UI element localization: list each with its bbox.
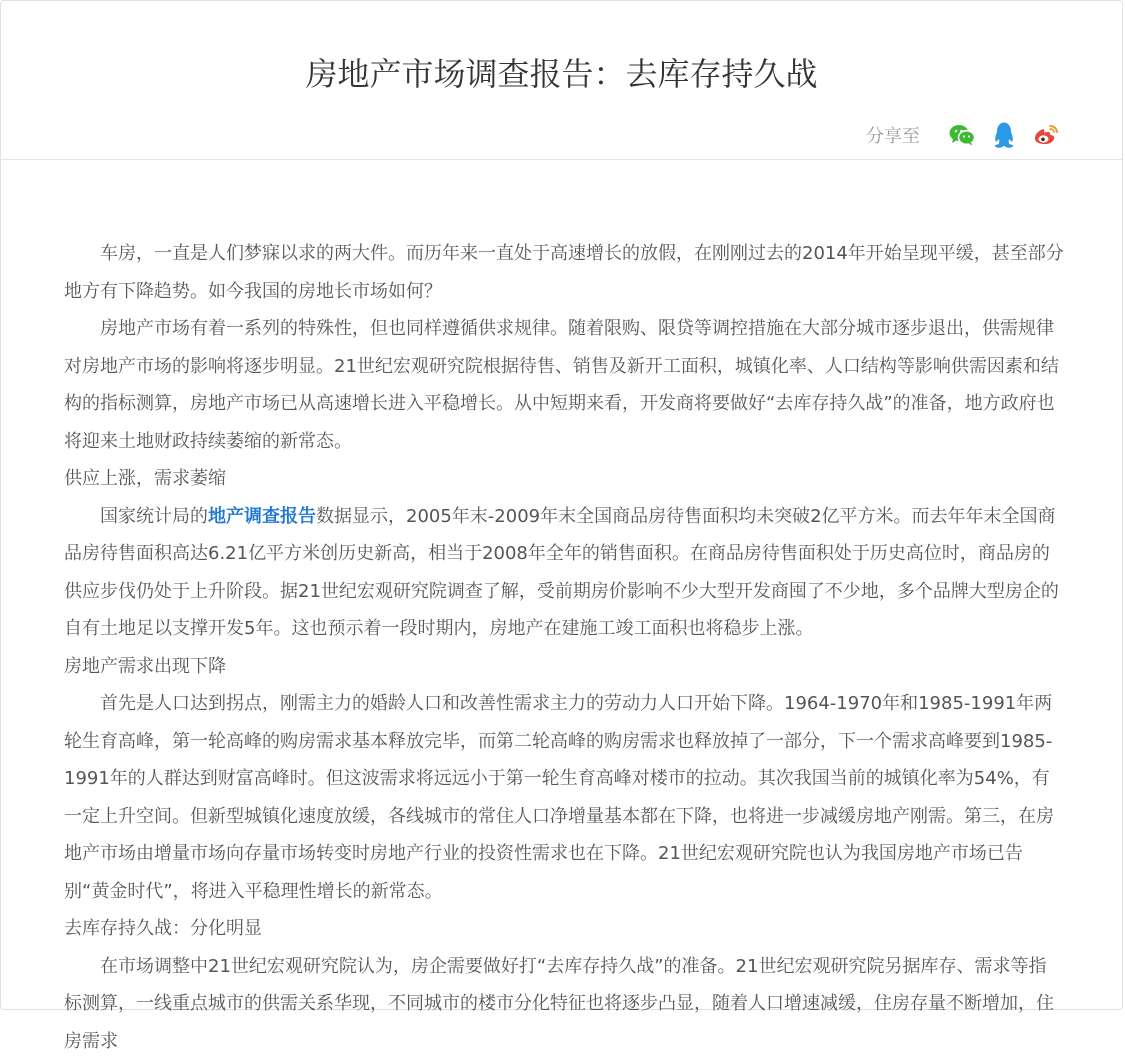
section-heading: 供应上涨，需求萎缩 [64, 460, 1064, 498]
paragraph: 车房，一直是人们梦寐以求的两大件。而历年来一直处于高速增长的放假，在刚刚过去的2014年开始呈现平缓，甚至部分地方有下降趋势。如今我国的房地长市场如何？ [64, 235, 1064, 310]
share-bar [866, 120, 1060, 150]
paragraph: 首先是人口达到拐点，刚需主力的婚龄人口和改善性需求主力的劳动力人口开始下降。1964-1970年和1985-1991年两轮生育高峰，第一轮高峰的购房需求基本释放完毕，而第二轮高峰的购房需求也释放掉了一部分，下一个需求高峰要到1985-1991年的人群达到财富高峰时。但这波需求将远远小于第一轮生育高峰对楼市的拉动。其次我国当前的城镇化率为54%，有一定上升空间。但新型城镇化速度放缓，各线城市的常住人口净增量基本都在下降，也将进一步减缓房地产刚需。第三，在房地产市场由增量市场向存量市场转变时房地产行业的投资性需求也在下降。21世纪宏观研究院也认为我国房地产市场已告别“黄金时代”，将进入平稳理性增长的新常态。 [64, 685, 1064, 910]
article-body [64, 235, 1064, 1060]
report-link[interactable]: 地产调查报告 [208, 506, 316, 527]
share-label: 分享至 [866, 122, 920, 148]
section-heading: 去库存持久战：分化明显 [64, 910, 1064, 948]
paragraph-text: 国家统计局的 [100, 506, 208, 527]
wechat-icon[interactable] [948, 121, 976, 149]
article-title: 房地产市场调查报告：去库存持久战 [1, 52, 1122, 96]
section-heading: 房地产需求出现下降 [64, 648, 1064, 686]
paragraph-text: 数据显示，2005年末-2009年末全国商品房待售面积均未突破2亿平方米。而去年年末全国商品房待售面积高达6.21亿平方米创历史新高，相当于2008年全年的销售面积。在商品房待售面积处于历史高位时，商品房的供应步伐仍处于上升阶段。据21世纪宏观研究院调查了解，受前期房价影响不少大型开发商囤了不少地，多个品牌大型房企的自有土地足以支撑开发5年。这也预示着一段时期内，房地产在建施工竣工面积也将稳步上涨。 [64, 506, 1059, 640]
weibo-icon[interactable] [1032, 121, 1060, 149]
article-header [1, 1, 1122, 160]
paragraph: 房地产市场有着一系列的特殊性，但也同样遵循供求规律。随着限购、限贷等调控措施在大部分城市逐步退出，供需规律对房地产市场的影响将逐步明显。21世纪宏观研究院根据待售、销售及新开工面积，城镇化率、人口结构等影响供需因素和结构的指标测算，房地产市场已从高速增长进入平稳增长。从中短期来看，开发商将要做好“去库存持久战”的准备，地方政府也将迎来土地财政持续萎缩的新常态。 [64, 310, 1064, 460]
qq-icon[interactable] [990, 121, 1018, 149]
paragraph: 在市场调整中21世纪宏观研究院认为，房企需要做好打“去库存持久战”的准备。21世纪宏观研究院另据库存、需求等指标测算，一线重点城市的供需关系华现，不同城市的楼市分化特征也将逐步凸显，随着人口增速减缓，住房存量不断增加，住房需求 [64, 948, 1064, 1060]
paragraph [64, 498, 1064, 648]
